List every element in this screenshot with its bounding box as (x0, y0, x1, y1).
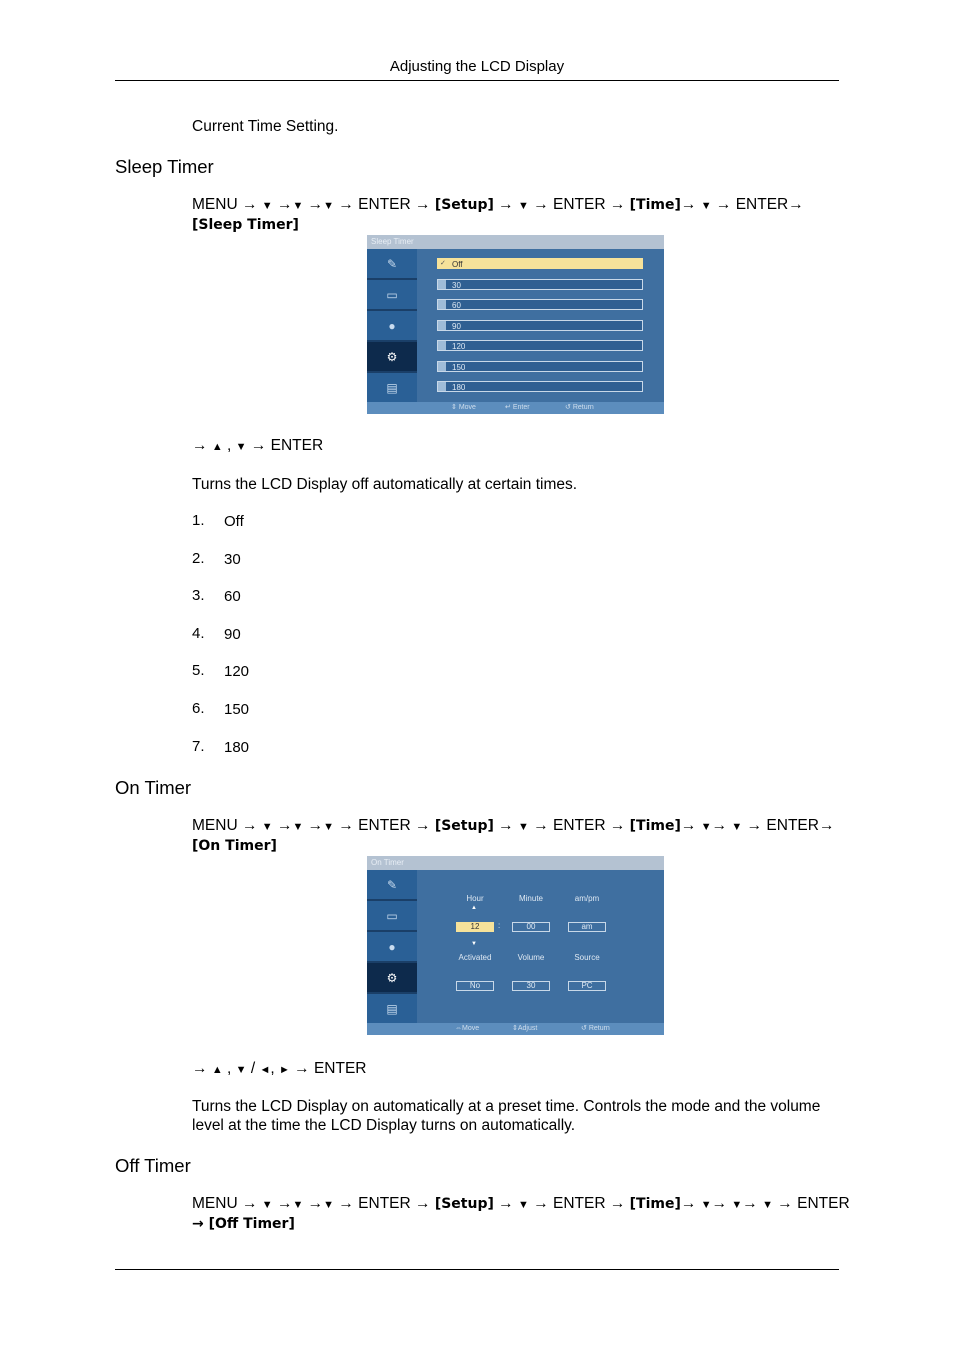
minute-label: Minute (518, 894, 543, 903)
footer-rule (115, 1269, 839, 1270)
input-icon[interactable]: ▤ (367, 994, 417, 1025)
list-item-value: 60 (224, 588, 241, 606)
arrow-key-icon: ▼ (292, 821, 304, 833)
osd-footer (367, 402, 664, 414)
up-arrow-icon: ▲ (471, 905, 477, 911)
ampm-label: am/pm (574, 894, 600, 903)
path-text: → (680, 817, 701, 834)
arrow-key-icon: ▼ (261, 1199, 273, 1211)
path-text: → ENTER→ (742, 817, 835, 834)
path-text: → (272, 817, 293, 834)
osd-option-5[interactable] (437, 361, 643, 372)
time-separator: : (498, 921, 501, 930)
menu-path-item: [Setup] (434, 818, 494, 834)
nav-target: → [Off Timer] (192, 1216, 295, 1232)
osd-sidebar (367, 249, 417, 402)
path-text: → ENTER→ (711, 196, 804, 213)
arrow-key-icon: ▼ (700, 821, 712, 833)
osd-option-1[interactable] (437, 279, 643, 290)
sleep-timer-description: Turns the LCD Display off automatically at certain times. (192, 476, 578, 493)
arrow-key-icon: ▼ (323, 200, 335, 212)
hour-label: Hour (466, 894, 484, 903)
path-text: → ENTER → (334, 196, 435, 213)
arrow-key-icon: ▼ (731, 821, 743, 833)
channel-icon[interactable]: ● (367, 311, 417, 342)
list-item-value: 120 (224, 663, 250, 681)
path-text: , (222, 1060, 236, 1077)
arrow-key-icon: ▼ (700, 200, 712, 212)
osd-title: Sleep Timer (367, 235, 664, 249)
osd-option-4[interactable] (437, 340, 643, 351)
header-rule (115, 80, 839, 81)
option-marker (438, 362, 446, 371)
on-timer-key-line (192, 1059, 367, 1080)
arrow-key-icon: ▼ (731, 1199, 743, 1211)
footer-move: ⇕ Move (451, 404, 476, 411)
osd-option-label: 30 (452, 280, 461, 290)
arrow-key-icon: ▼ (518, 821, 529, 833)
path-text: → (742, 1195, 763, 1212)
list-item-number: 3. (192, 587, 205, 605)
on-timer-heading: On Timer (115, 777, 192, 798)
path-text: → (303, 817, 324, 834)
option-marker (438, 321, 446, 330)
arrow-key-icon: ▼ (235, 1064, 247, 1076)
path-text: → (493, 1195, 518, 1212)
osd-sidebar (367, 870, 417, 1023)
list-item-value: 180 (224, 738, 250, 756)
path-text: → ENTER (246, 437, 324, 454)
setup-gear-icon[interactable]: ⚙ (367, 342, 417, 373)
path-text: , (270, 1060, 279, 1077)
input-icon[interactable]: ▤ (367, 373, 417, 404)
footer-enter: ↵ Enter (505, 404, 530, 411)
option-marker (438, 300, 446, 309)
osd-option-label: 150 (452, 362, 466, 372)
nav-line (192, 195, 839, 216)
on-timer-osd (367, 856, 664, 1035)
menu-path-item: [Time] (629, 1196, 681, 1212)
footer-return: ↺ Return (581, 1025, 610, 1032)
footer-return: ↺ Return (565, 404, 594, 411)
list-item-value: 150 (224, 701, 250, 718)
path-text: → ENTER → (528, 196, 630, 213)
intro-text: Current Time Setting. (192, 118, 339, 135)
path-text: MENU → (192, 196, 262, 213)
check-icon: ✓ (440, 260, 446, 267)
source-label: Source (574, 953, 600, 962)
page-header: Adjusting the LCD Display (389, 58, 565, 75)
channel-icon[interactable]: ● (367, 932, 417, 963)
path-text: → (493, 196, 518, 213)
nav-line (192, 1194, 850, 1215)
footer-move: ⇔Move (455, 1025, 480, 1032)
on-timer-description: Turns the LCD Display on automatically at a preset time. Controls the mode and the volume level at the time the LCD Display turns on automatically. (192, 1098, 821, 1134)
nav-line (192, 816, 839, 837)
path-text: → ENTER (289, 1060, 367, 1077)
arrow-key-icon: ▼ (292, 1199, 304, 1211)
activated-value[interactable]: No (456, 981, 494, 991)
osd-option-label: 60 (452, 301, 461, 310)
list-item-value: 30 (224, 550, 241, 568)
menu-path-item: [Setup] (434, 197, 494, 213)
path-text: → (272, 1195, 293, 1212)
path-text: → ENTER → (528, 817, 630, 834)
osd-option-label: 90 (452, 321, 461, 331)
osd-footer (367, 1023, 664, 1035)
list-item-number: 2. (192, 549, 205, 567)
list-item-number: 5. (192, 662, 205, 680)
minute-value[interactable]: 00 (512, 922, 550, 932)
path-text: → (711, 817, 732, 834)
path-text: → ENTER → (334, 1195, 435, 1212)
path-text: → ENTER → (528, 1195, 630, 1212)
source-value[interactable]: PC (568, 981, 606, 991)
option-marker (438, 382, 446, 391)
path-text: MENU → (192, 817, 262, 834)
arrow-key-icon: ▼ (323, 821, 335, 833)
arrow-key-icon: ► (278, 1064, 290, 1076)
arrow-key-icon: ▼ (518, 200, 529, 212)
arrow-key-icon: ▼ (261, 200, 273, 212)
setup-gear-icon[interactable]: ⚙ (367, 963, 417, 994)
osd-option-label: 120 (452, 342, 466, 351)
path-text: → ENTER (773, 1195, 850, 1212)
osd-option-0[interactable] (437, 258, 643, 269)
path-text: → (192, 1060, 212, 1077)
volume-label: Volume (517, 953, 545, 962)
sleep-timer-osd (367, 235, 664, 414)
volume-value[interactable]: 30 (512, 981, 550, 991)
on-timer-nav-path (192, 816, 839, 856)
nav-target: [Sleep Timer] (192, 217, 299, 233)
path-text: → ENTER → (334, 817, 435, 834)
option-marker (438, 280, 446, 289)
menu-path-item: [Time] (629, 818, 681, 834)
osd-option-label: 180 (452, 383, 466, 392)
list-item-number: 1. (192, 512, 205, 529)
down-arrow-icon: ▼ (471, 941, 477, 947)
arrow-key-icon: ▼ (261, 821, 273, 833)
list-item-number: 4. (192, 624, 205, 642)
menu-path-item: [Setup] (434, 1196, 494, 1212)
osd-option-label: Off (452, 260, 463, 269)
option-marker (438, 341, 446, 350)
path-text: → (303, 1195, 324, 1212)
osd-option-2[interactable] (437, 299, 643, 310)
osd-title: On Timer (367, 856, 664, 870)
arrow-key-icon: ▼ (518, 1199, 529, 1211)
osd-option-3[interactable] (437, 320, 643, 331)
sleep-timer-key-line (192, 436, 323, 457)
footer-adjust: ⇕Adjust (512, 1025, 538, 1032)
osd-option-6[interactable] (437, 381, 643, 392)
arrow-key-icon: ▼ (762, 1199, 773, 1211)
arrow-key-icon: ▲ (211, 1064, 223, 1076)
path-text: → (303, 196, 324, 213)
list-item-value: 90 (224, 625, 241, 643)
arrow-key-icon: ▲ (211, 441, 223, 453)
hour-value[interactable]: 12 (456, 922, 494, 932)
arrow-key-icon: ▼ (700, 1199, 712, 1211)
path-text: MENU → (192, 1195, 262, 1212)
sleep-timer-nav-path (192, 195, 839, 235)
off-timer-heading: Off Timer (115, 1155, 191, 1176)
sleep-timer-heading: Sleep Timer (115, 156, 214, 177)
path-text: , (222, 437, 236, 454)
nav-target: [On Timer] (192, 838, 277, 854)
arrow-key-icon: ▼ (292, 200, 304, 212)
activated-label: Activated (458, 953, 492, 962)
path-text: → (711, 1195, 732, 1212)
path-text: → (680, 1195, 701, 1212)
path-text: / (246, 1060, 260, 1077)
path-text: → (272, 196, 293, 213)
sound-icon[interactable]: ▭ (367, 901, 417, 932)
list-item-number: 7. (192, 737, 205, 755)
menu-path-item: [Time] (629, 197, 681, 213)
picture-icon[interactable]: ✎ (367, 870, 417, 901)
sound-icon[interactable]: ▭ (367, 280, 417, 311)
arrow-key-icon: ▼ (323, 1199, 335, 1211)
arrow-key-icon: ▼ (235, 441, 247, 453)
ampm-value[interactable]: am (568, 922, 606, 932)
picture-icon[interactable]: ✎ (367, 249, 417, 280)
list-item-value: Off (224, 513, 244, 530)
path-text: → (493, 817, 518, 834)
path-text: → (192, 437, 212, 454)
arrow-key-icon: ◄ (259, 1064, 271, 1076)
off-timer-nav-path (192, 1194, 850, 1234)
path-text: → (680, 196, 701, 213)
list-item-number: 6. (192, 700, 205, 717)
